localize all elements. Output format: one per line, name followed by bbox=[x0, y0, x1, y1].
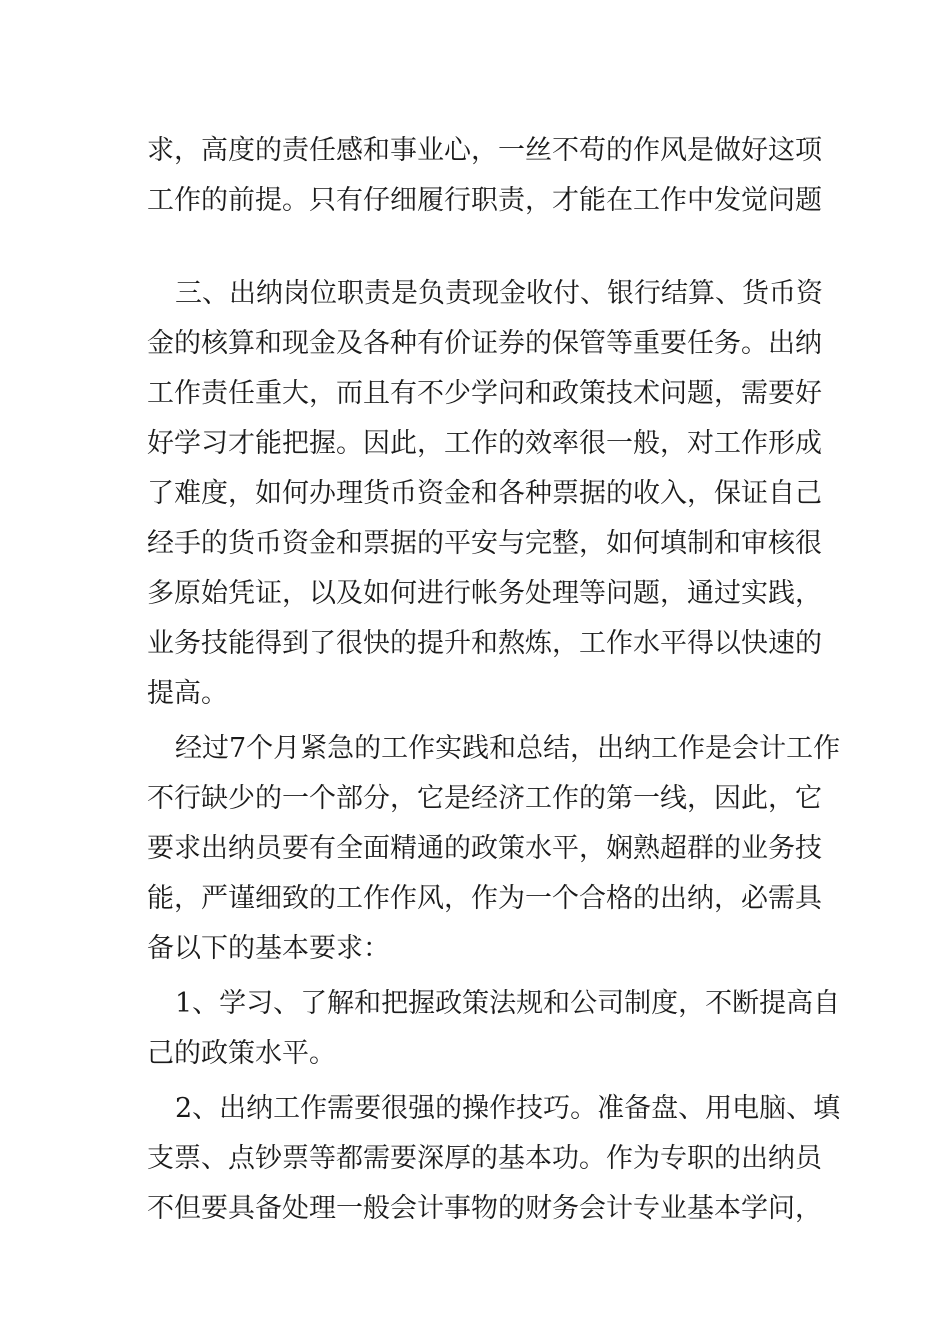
paragraph-line: 备以下的基本要求： bbox=[147, 933, 390, 964]
paragraph-line: 能，严谨细致的工作作风，作为一个合格的出纳，必需具 bbox=[147, 883, 822, 914]
paragraph-line: 支票、点钞票等都需要深厚的基本功。作为专职的出纳员 bbox=[147, 1143, 822, 1174]
paragraph-line: 了难度，如何办理货币资金和各种票据的收入，保证自己 bbox=[147, 478, 822, 509]
paragraph-line: 好学习才能把握。因此，工作的效率很一般，对工作形成 bbox=[147, 428, 822, 459]
paragraph-line: 不但要具备处理一般会计事物的财务会计专业基本学问， bbox=[147, 1193, 822, 1224]
paragraph-line: 求，高度的责任感和事业心，一丝不苟的作风是做好这项 bbox=[147, 135, 822, 166]
paragraph-line: 业务技能得到了很快的提升和熬炼，工作水平得以快速的 bbox=[147, 628, 822, 659]
paragraph-line: 要求出纳员要有全面精通的政策水平，娴熟超群的业务技 bbox=[147, 833, 822, 864]
paragraph-line: 己的政策水平。 bbox=[147, 1038, 336, 1069]
paragraph-line: 工作的前提。只有仔细履行职责，才能在工作中发觉问题 bbox=[147, 185, 822, 216]
paragraph-line: 多原始凭证，以及如何进行帐务处理等问题，通过实践， bbox=[147, 578, 822, 609]
paragraph-line: 提高。 bbox=[147, 678, 228, 709]
paragraph-line: 不行缺少的一个部分，它是经济工作的第一线，因此，它 bbox=[147, 783, 822, 814]
paragraph-line: 工作责任重大，而且有不少学问和政策技术问题，需要好 bbox=[147, 378, 822, 409]
paragraph-line: 经手的货币资金和票据的平安与完整，如何填制和审核很 bbox=[147, 528, 822, 559]
paragraph-line: 三、出纳岗位职责是负责现金收付、银行结算、货币资 bbox=[175, 278, 823, 309]
paragraph-line: 2、出纳工作需要很强的操作技巧。准备盘、用电脑、填 bbox=[175, 1093, 841, 1124]
paragraph-line: 经过7个月紧急的工作实践和总结，出纳工作是会计工作 bbox=[175, 733, 841, 764]
paragraph-line: 金的核算和现金及各种有价证券的保管等重要任务。出纳 bbox=[147, 328, 822, 359]
paragraph-line: 1、学习、了解和把握政策法规和公司制度，不断提高自 bbox=[175, 988, 841, 1019]
